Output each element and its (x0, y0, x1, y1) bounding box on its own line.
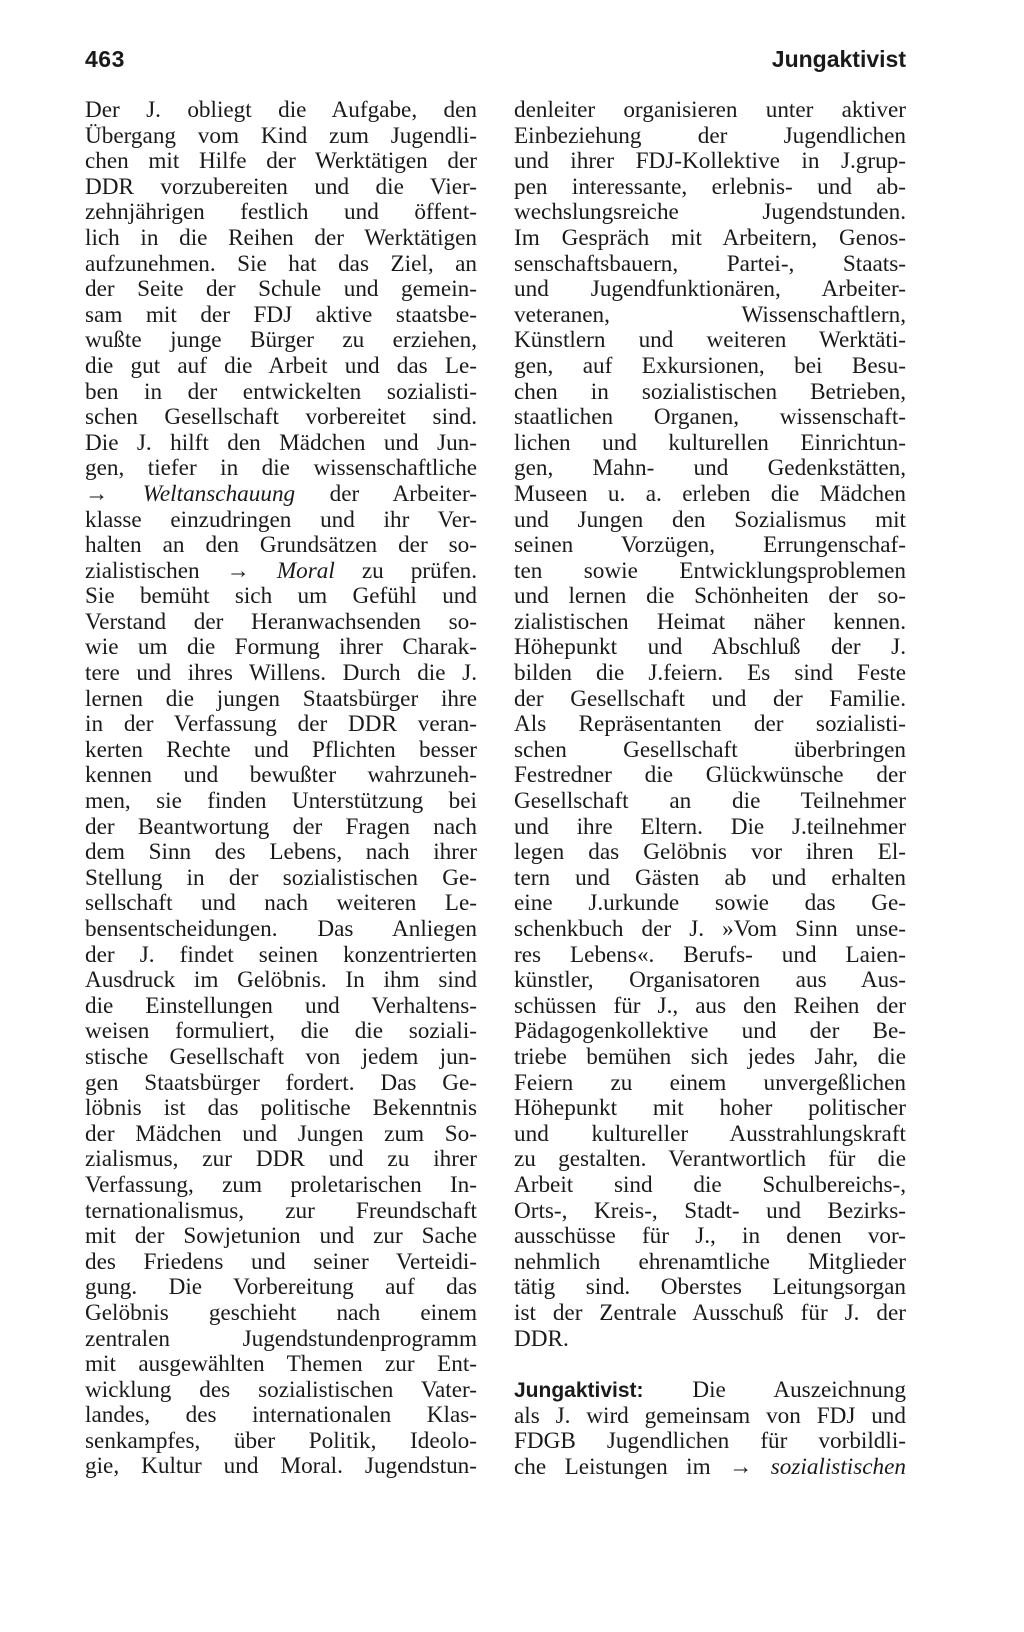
text-line: des Friedens und seiner Verteidi- (85, 1249, 477, 1275)
text-line: mit ausgewählten Themen zur Ent- (85, 1352, 477, 1378)
text-line: und ihrer FDJ-Kollektive in J.grup- (514, 149, 906, 175)
text-line: lichen und kulturellen Einrichtun- (514, 430, 906, 456)
cross-reference-link[interactable]: sozialistischen (770, 1454, 906, 1480)
text-line: Höhepunkt und Abschluß der J. (514, 635, 906, 661)
text-line: gie, Kultur und Moral. Jugendstun- (85, 1454, 477, 1480)
text-line: dem Sinn des Lebens, nach ihrer (85, 840, 477, 866)
text-line: und ihre Eltern. Die J.teilnehmer (514, 814, 906, 840)
text-line: sellschaft und nach weiteren Le- (85, 891, 477, 917)
arrow-icon: → (729, 1454, 753, 1480)
text-line: die gut auf die Arbeit und das Le- (85, 353, 477, 379)
text-line: mit der Sowjetunion und zur Sache (85, 1224, 477, 1250)
text-line: lich in die Reihen der Werktätigen (85, 225, 477, 251)
text-line: gung. Die Vorbereitung auf das (85, 1275, 477, 1301)
text-line: gen, tiefer in die wissenschaftliche (85, 456, 477, 482)
text-line: eine J.urkunde sowie das Ge- (514, 891, 906, 917)
xref-line (85, 482, 477, 508)
text-line: Gelöbnis geschieht nach einem (85, 1300, 477, 1326)
text-line: der Gesellschaft und der Familie. (514, 686, 906, 712)
text-line: wicklung des sozialistischen Vater- (85, 1377, 477, 1403)
text-line: wie um die Formung ihrer Charak- (85, 635, 477, 661)
arrow-icon: → (226, 558, 250, 584)
text-run: che Leistungen im (514, 1454, 711, 1480)
text-line: ist der Zentrale Ausschuß für J. der (514, 1300, 906, 1326)
text-line: weisen formuliert, die die soziali- (85, 1019, 477, 1045)
text-line: Orts-, Kreis-, Stadt- und Bezirks- (514, 1198, 906, 1224)
text-line: Verfassung, zum proletarischen In- (85, 1172, 477, 1198)
text-line: und lernen die Schönheiten der so- (514, 584, 906, 610)
cross-reference-link[interactable]: Weltanschauung (142, 481, 296, 507)
text-line: legen das Gelöbnis vor ihren El- (514, 840, 906, 866)
text-run: zialistischen (85, 558, 200, 584)
text-line: und Jungen den Sozialismus mit (514, 507, 906, 533)
text-line: Sie bemüht sich um Gefühl und (85, 584, 477, 610)
text-line: schüssen für J., aus den Reihen der (514, 993, 906, 1019)
xref-line (85, 559, 477, 585)
text-line: bensentscheidungen. Das Anliegen (85, 917, 477, 942)
text-line: und Jugendfunktionären, Arbeiter- (514, 277, 906, 303)
text-line: schen Gesellschaft vorbereitet sind. (85, 405, 477, 431)
text-line: bilden die J.feiern. Es sind Feste (514, 661, 906, 687)
text-line: chen in sozialistischen Betrieben, (514, 379, 906, 405)
text-line: als J. wird gemeinsam von FDJ und (514, 1403, 906, 1429)
right-column (514, 98, 906, 1480)
text-line: zentralen Jugendstundenprogramm (85, 1326, 477, 1352)
text-line: Verstand der Heranwachsenden so- (85, 609, 477, 635)
text-line: der J. findet seinen konzentrierten (85, 942, 477, 968)
text-line: gen, Mahn- und Gedenkstätten, (514, 456, 906, 482)
text-line: wechslungsreiche Jugendstunden. (514, 200, 906, 226)
text-line: lernen die jungen Staatsbürger ihre (85, 686, 477, 712)
xref-line (514, 1455, 906, 1481)
text-line: zehnjährigen festlich und öffent- (85, 200, 477, 226)
text-line: Ausdruck im Gelöbnis. In ihm sind (85, 968, 477, 994)
text-line: gen, auf Exkursionen, bei Besu- (514, 353, 906, 379)
text-line: Museen u. a. erleben die Mädchen (514, 481, 906, 507)
text-line: in der Verfassung der DDR veran- (85, 712, 477, 738)
text-line: FDGB Jugendlichen für vorbildli- (514, 1429, 906, 1455)
text-line: kennen und bewußter wahrzuneh- (85, 763, 477, 789)
text-line: ternationalismus, zur Freundschaft (85, 1198, 477, 1224)
text-line: res Lebens«. Berufs- und Laien- (514, 942, 906, 968)
text-line: Festredner die Glückwünsche der (514, 763, 906, 789)
text-line: DDR. (514, 1326, 569, 1352)
text-line: Der J. obliegt die Aufgabe, den (85, 98, 477, 123)
text-line: Pädagogenkollektive und der Be- (514, 1019, 906, 1045)
cross-reference-link[interactable]: Moral (276, 558, 335, 584)
text-line: gen Staatsbürger fordert. Das Ge- (85, 1070, 477, 1096)
text-line: kerten Rechte und Pflichten besser (85, 737, 477, 763)
text-line: Gesellschaft an die Teilnehmer (514, 789, 906, 815)
text-line: Übergang vom Kind zum Jugendli- (85, 123, 477, 149)
text-line: aufzunehmen. Sie hat das Ziel, an (85, 251, 477, 277)
entry-separator (514, 1352, 906, 1378)
text-line: zialistischen Heimat näher kennen. (514, 609, 906, 635)
running-head: Jungaktivist (771, 46, 906, 72)
text-line: schenkbuch der J. »Vom Sinn unse- (514, 917, 906, 942)
text-line: sam mit der FDJ aktive staatsbe- (85, 302, 477, 328)
text-line: Die J. hilft den Mädchen und Jun- (85, 430, 477, 456)
text-line: der Seite der Schule und gemein- (85, 277, 477, 303)
text-line: triebe bemühen sich jedes Jahr, die (514, 1044, 906, 1070)
text-line: Als Repräsentanten der sozialisti- (514, 712, 906, 738)
text-line: schen Gesellschaft überbringen (514, 737, 906, 763)
text-line: Im Gespräch mit Arbeitern, Genos- (514, 225, 906, 251)
text-line: nehmlich ehrenamtliche Mitglieder (514, 1249, 906, 1275)
text-line: tern und Gästen ab und erhalten (514, 865, 906, 891)
text-line: Künstlern und weiteren Werktäti- (514, 328, 906, 354)
text-line: ten sowie Entwicklungsproblemen (514, 558, 906, 584)
text-line: wußte junge Bürger zu erziehen, (85, 328, 477, 354)
text-run: zu prüfen. (361, 558, 477, 584)
text-line: Stellung in der sozialistischen Ge- (85, 865, 477, 891)
text-line: löbnis ist das politische Bekenntnis (85, 1096, 477, 1122)
text-line: ausschüsse für J., in denen vor- (514, 1224, 906, 1250)
text-line: stische Gesellschaft von jedem jun- (85, 1044, 477, 1070)
text-line: die Einstellungen und Verhaltens- (85, 993, 477, 1019)
text-line: denleiter organisieren unter aktiver (514, 98, 906, 123)
text-line: zialismus, zur DDR und zu ihrer (85, 1147, 477, 1173)
text-line: veteranen, Wissenschaftlern, (514, 302, 906, 328)
text-line: klasse einzudringen und ihr Ver- (85, 507, 477, 533)
text-line: ben in der entwickelten sozialisti- (85, 379, 477, 405)
text-line: men, sie finden Unterstützung bei (85, 789, 477, 815)
text-line: künstler, Organisatoren aus Aus- (514, 968, 906, 994)
text-line: zu gestalten. Verantwortlich für die (514, 1147, 906, 1173)
text-line: landes, des internationalen Klas- (85, 1403, 477, 1429)
text-run: Die Auszeichnung (692, 1378, 906, 1404)
text-line: halten an den Grundsätzen der so- (85, 533, 477, 559)
left-column (85, 98, 477, 1480)
text-run: der Arbeiter- (329, 481, 477, 507)
text-line: staatlichen Organen, wissenschaft- (514, 405, 906, 431)
text-line: chen mit Hilfe der Werktätigen der (85, 149, 477, 175)
text-line: Höhepunkt mit hoher politischer (514, 1096, 906, 1122)
text-line: pen interessante, erlebnis- und ab- (514, 174, 906, 200)
text-line: und kultureller Ausstrahlungskraft (514, 1121, 906, 1147)
text-line: Einbeziehung der Jugendlichen (514, 123, 906, 149)
entry-headword: Jungaktivist: (514, 1379, 644, 1403)
text-line: tätig sind. Oberstes Leitungsorgan (514, 1275, 906, 1301)
text-line: tere und ihres Willens. Durch die J. (85, 661, 477, 687)
page-number: 463 (85, 46, 125, 72)
text-line: der Mädchen und Jungen zum So- (85, 1121, 477, 1147)
entry-first-line (514, 1378, 906, 1404)
text-line: senschaftsbauern, Partei-, Staats- (514, 251, 906, 277)
arrow-icon: → (85, 481, 109, 507)
text-line: DDR vorzubereiten und die Vier- (85, 174, 477, 200)
text-line: seinen Vorzügen, Errungenschaf- (514, 533, 906, 559)
text-line: Arbeit sind die Schulbereichs-, (514, 1172, 906, 1198)
text-line: senkampfes, über Politik, Ideolo- (85, 1428, 477, 1454)
text-line: Feiern zu einem unvergeßlichen (514, 1070, 906, 1096)
text-line: der Beantwortung der Fragen nach (85, 814, 477, 840)
